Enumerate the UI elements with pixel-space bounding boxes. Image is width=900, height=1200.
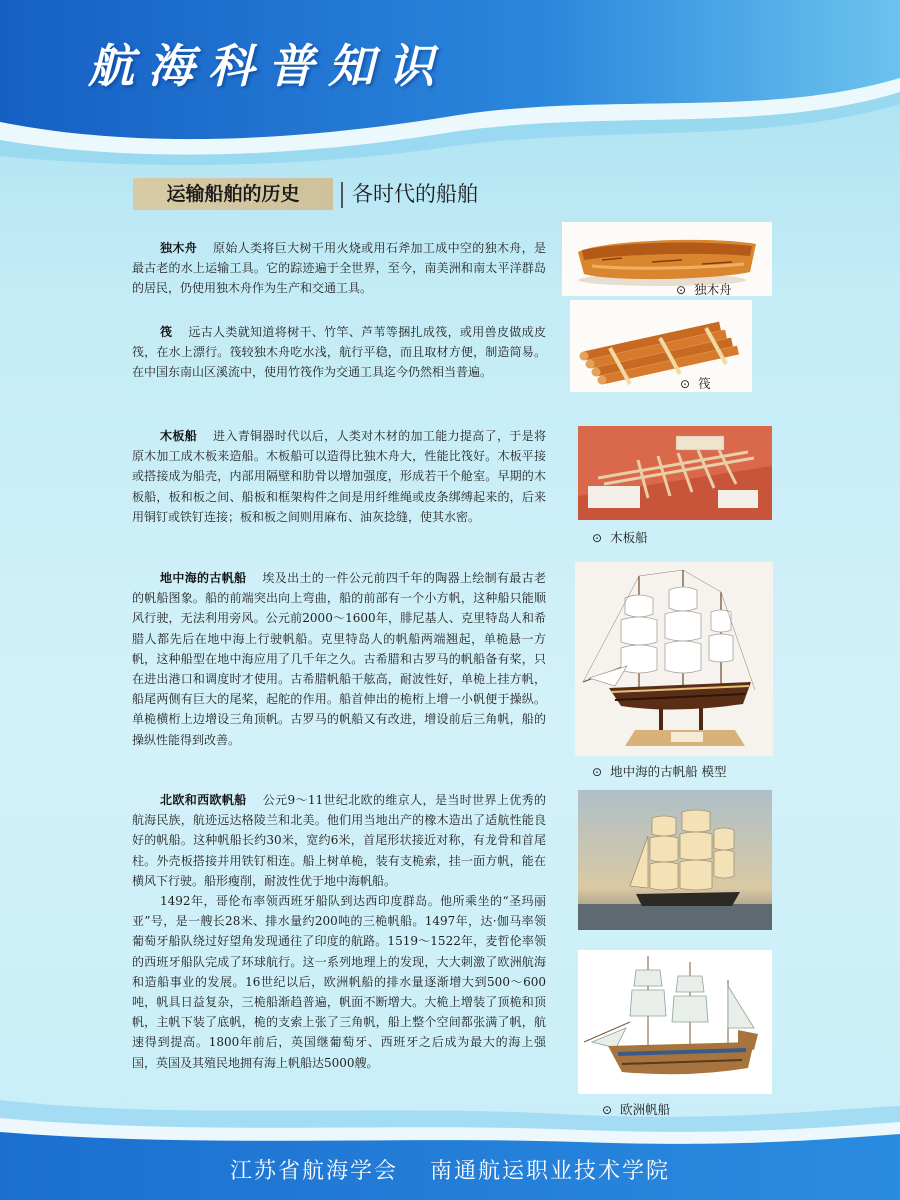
caption-mediterranean <box>592 762 727 780</box>
entry-text: 公元9～11世纪北欧的维京人，是当时世界上优秀的航海民族，航迹远达格陵兰和北美。他们用当地出产的橡木造出了适航性能良好的帆船。这种帆船长约30米，宽约6米，首尾形状接近对称，有龙骨和首尾柱。外壳板搭接并用铁钉相连。船上树单桅，装有支桅索，挂一面方帆，能在横风下行驶。船形瘦削，耐波性优于地中海帆船。 <box>132 793 546 888</box>
tall-ship-sunset-photo <box>578 790 772 930</box>
caption-text: 地中海的古帆船 模型 <box>610 764 727 779</box>
caption-text: 欧洲帆船 <box>620 1102 671 1117</box>
caption-bullet-icon: ⊙ <box>676 283 687 297</box>
page-title: 航海科普知识 <box>88 39 448 93</box>
caption-plank-boat <box>592 528 648 546</box>
mediterranean-ship-model-photo <box>575 562 773 756</box>
entry-title: 地中海的古帆船 <box>160 571 247 585</box>
entry-text: 远古人类就知道将树干、竹竿、芦苇等捆扎成筏，或用兽皮做成皮筏，在水上漂行。筏较独木舟吃水浅，航行平稳，而且取材方便，制造简易。在中国东南山区溪流中，使用竹筏作为交通工具迄今仍然相当普遍。 <box>132 325 546 380</box>
entry-mediterranean-sailboat <box>132 568 546 750</box>
dugout-photo <box>562 222 772 296</box>
caption-text: 独木舟 <box>694 282 732 297</box>
caption-bullet-icon: ⊙ <box>680 377 691 391</box>
caption-dugout <box>676 280 732 298</box>
entry-text: 原始人类将巨大树干用火烧或用石斧加工成中空的独木舟，是最古老的水上运输工具。它的踪迹遍于全世界，至今，南美洲和南太平洋群岛的居民，仍使用独木舟作为生产和交通工具。 <box>132 241 546 296</box>
caption-text: 筏 <box>698 376 711 391</box>
section-divider <box>341 182 343 208</box>
caption-text: 木板船 <box>610 530 648 545</box>
european-sailing-ship-photo <box>578 950 772 1094</box>
entry-raft <box>132 322 546 383</box>
caption-bullet-icon: ⊙ <box>602 1103 613 1117</box>
raft-photo <box>570 300 752 392</box>
plank-boat-photo <box>578 426 772 520</box>
footer-org-college: 南通航运职业技术学院 <box>430 1159 671 1184</box>
entry-european-sailboat <box>132 790 546 1073</box>
footer-org-society: 江苏省航海学会 <box>229 1159 398 1184</box>
footer-organizations <box>0 1154 900 1185</box>
caption-raft <box>680 374 711 392</box>
section-subtitle: 各时代的船舶 <box>352 182 478 206</box>
entry-title: 木板船 <box>160 429 198 443</box>
section-tag: 运输船舶的历史 <box>133 178 333 210</box>
caption-bullet-icon: ⊙ <box>592 765 603 779</box>
caption-bullet-icon: ⊙ <box>592 531 603 545</box>
entry-text: 进入青铜器时代以后，人类对木材的加工能力提高了，于是将原木加工成木板来造船。木板船可以造得比独木舟大，性能比筏好。木板平接或搭接成为船壳，内部用隔壁和肋骨以增加强度，形成若干个舱室。早期的木板船，板和板之间、船板和框架构件之间是用纤维绳或皮条绑缚起来的，后来用铜钉或铁钉连接；板和板之间则用麻布、油灰捻缝，使其水密。 <box>132 429 546 524</box>
entry-title: 筏 <box>160 325 173 339</box>
entry-title: 北欧和西欧帆船 <box>160 793 247 807</box>
entry-text: 埃及出土的一件公元前四千年的陶器上绘制有最古老的帆船图象。船的前端突出向上弯曲，船的前部有一个小方帆，这种船只能顺风行驶，无法利用旁风。公元前2000～1600年，腓尼基人、克里特岛人和希腊人都先后在地中海上行驶帆船。克里特岛人的帆船两端翘起，单桅悬一方帆，这种船型在地中海应用了几千年之久。古希腊和古罗马的帆船备有桨，只在进出港口和调度时才使用。古希腊帆船干舷高，耐波性好，单桅上挂方帆，船尾两侧有巨大的尾桨，起舵的作用。船首伸出的桅桁上增一小帆便于操纵。单桅横桁上边增设三角顶帆。古罗马的帆船又有改进，增设前后三角帆，船的操纵性能得到改善。 <box>132 571 546 747</box>
entry-title: 独木舟 <box>160 241 198 255</box>
entry-dugout <box>132 238 546 299</box>
entry-plank-boat <box>132 426 546 527</box>
entry-text-continued: 1492年，哥伦布率领西班牙船队到达西印度群岛。他所乘坐的“圣玛丽亚”号，是一艘长28米、排水量约200吨的三桅帆船。1497年，达·伽马率领葡萄牙船队绕过好望角发现通往了印度的航路。1519～1522年，麦哲伦率领的西班牙船队完成了环球航行。这一系列地理上的发现，大大刺激了欧洲航海和造船事业的发展。16世纪以后，欧洲帆船的排水量逐渐增大到500～600吨，帆具日益复杂，三桅船渐趋普遍，帆面不断增大。大桅上增装了顶桅和顶帆，主帆下装了底帆，桅的支索上张了三角帆，船上整个空间都张满了帆，航速得到提高。1800年前后，英国继葡萄牙、西班牙之后成为最大的海上强国，英国及其殖民地拥有海上帆船达5000艘。 <box>132 894 546 1070</box>
